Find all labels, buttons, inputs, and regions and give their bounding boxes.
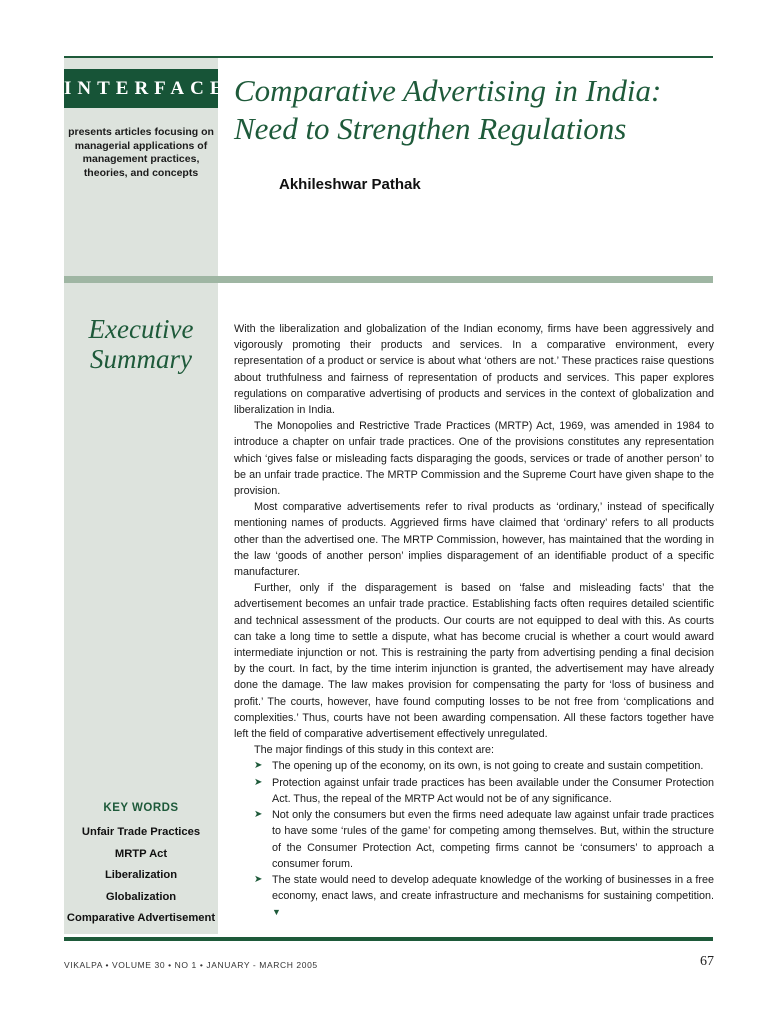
bottom-rule — [64, 937, 713, 941]
summary-paragraph: With the liberalization and globalization of the Indian economy, firms have been aggressively and vigorously promoting their products and services. In a comparative environment, every representation of a product or service is about what ‘others are not.’ These practices raise questions about truthfulness and fairness of representation of products and services. This paper explores regulations on comparative advertising of products and services in the context of globalization and liberalization in India. — [234, 323, 714, 417]
keyword: Globalization — [105, 890, 177, 903]
interfaces-brand: INTERFACES — [64, 69, 218, 108]
title-line-1: Comparative Advertising in India: — [234, 73, 662, 108]
keywords-heading: KEY WORDS — [103, 802, 179, 814]
finding-item: ➤ The opening up of the economy, on its own, is not going to create and sustain competition. — [234, 758, 714, 774]
section-divider — [64, 276, 713, 283]
executive-summary-heading: Executive Summary — [88, 314, 194, 374]
summary-paragraph: The major findings of this study in this context are: — [254, 744, 495, 757]
page-number: 67 — [700, 954, 714, 969]
author-name: Akhileshwar Pathak — [279, 176, 421, 193]
summary-paragraph: Most comparative advertisements refer to rival products as ‘ordinary,’ instead of specifically mentioning names of products. Aggrieved firms have claimed that ‘ordinary’ refers to all products other than the advertised one. The MRTP Commission, however, has maintained that the wording in the law ‘goods of another person’ implies disparagement of an identifiable product of a specific manufacturer. — [234, 501, 714, 579]
arrow-bullet-icon: ➤ — [254, 873, 263, 885]
finding-item: ➤ Not only the consumers but even the firms need adequate law against unfair trade practices to have some ‘rules of the game’ for competing among themselves. But, within the structure of the Consumer Protection Act, competing firms cannot be ‘consumers’ to approach a consumer forum. — [254, 809, 714, 870]
summary-body — [234, 321, 714, 921]
brand-description: presents articles focusing on managerial applications of management practices, theories, and concepts — [68, 126, 214, 179]
article-title — [234, 72, 714, 148]
keyword: MRTP Act — [114, 847, 168, 860]
end-mark-icon: ▼ — [272, 907, 281, 918]
finding-item: ➤ The state would need to develop adequate knowledge of the working of businesses in a free economy, enact laws, and create infrastructure and mechanisms for sustaining competition. ▼ — [254, 873, 714, 918]
summary-paragraph: The Monopolies and Restrictive Trade Practices (MRTP) Act, 1969, was amended in 1984 to introduce a chapter on unfair trade practices. One of the provisions constitutes any representation which ‘gives false or misleading facts disparaging the goods, services or trade of another person’ to be an unfair trade practice. The MRTP Commission and the Supreme Court have given shape to the provision. — [234, 420, 714, 498]
finding-item: ➤ Protection against unfair trade practices has been available under the Consumer Protection Act. Thus, the repeal of the MRTP Act would not be of any significance. — [254, 776, 714, 805]
keyword: Unfair Trade Practices — [81, 826, 201, 838]
keyword: Liberalization — [104, 869, 178, 881]
title-line-2: Need to Strengthen Regulations — [234, 111, 627, 146]
arrow-bullet-icon: ➤ — [254, 760, 263, 772]
journal-footer: VIKALPA • VOLUME 30 • NO 1 • JANUARY - MARCH 2005 — [64, 960, 318, 970]
keyword: Comparative Advertisement — [66, 912, 216, 924]
arrow-bullet-icon: ➤ — [254, 809, 263, 821]
arrow-bullet-icon: ➤ — [254, 776, 263, 788]
findings-list — [234, 758, 714, 920]
summary-paragraph: Further, only if the disparagement is based on ‘false and misleading facts’ that the advertisement becomes an unfair trade practice. Establishing facts often requires detailed scientific and technical assessment of the products. Our courts are not equipped to deal with this. As courts can take a long time to settle a dispute, what has become crucial is whether a court would award intermediate injunction or not. This is restraining the party from advertising pending a final decision by the court. In fact, by the time interim injunction is granted, the advertisement may have already done the damage. The law makes provision for compensating the party for ‘loss of business and profit.’ The courts, however, have found computing losses to be not free from ‘complications and complexities.’ Thus, courts have not been awarding compensation. All these factors together have left the field of comparative advertisement effectively unregulated. — [234, 582, 714, 741]
keywords-list — [64, 822, 218, 930]
